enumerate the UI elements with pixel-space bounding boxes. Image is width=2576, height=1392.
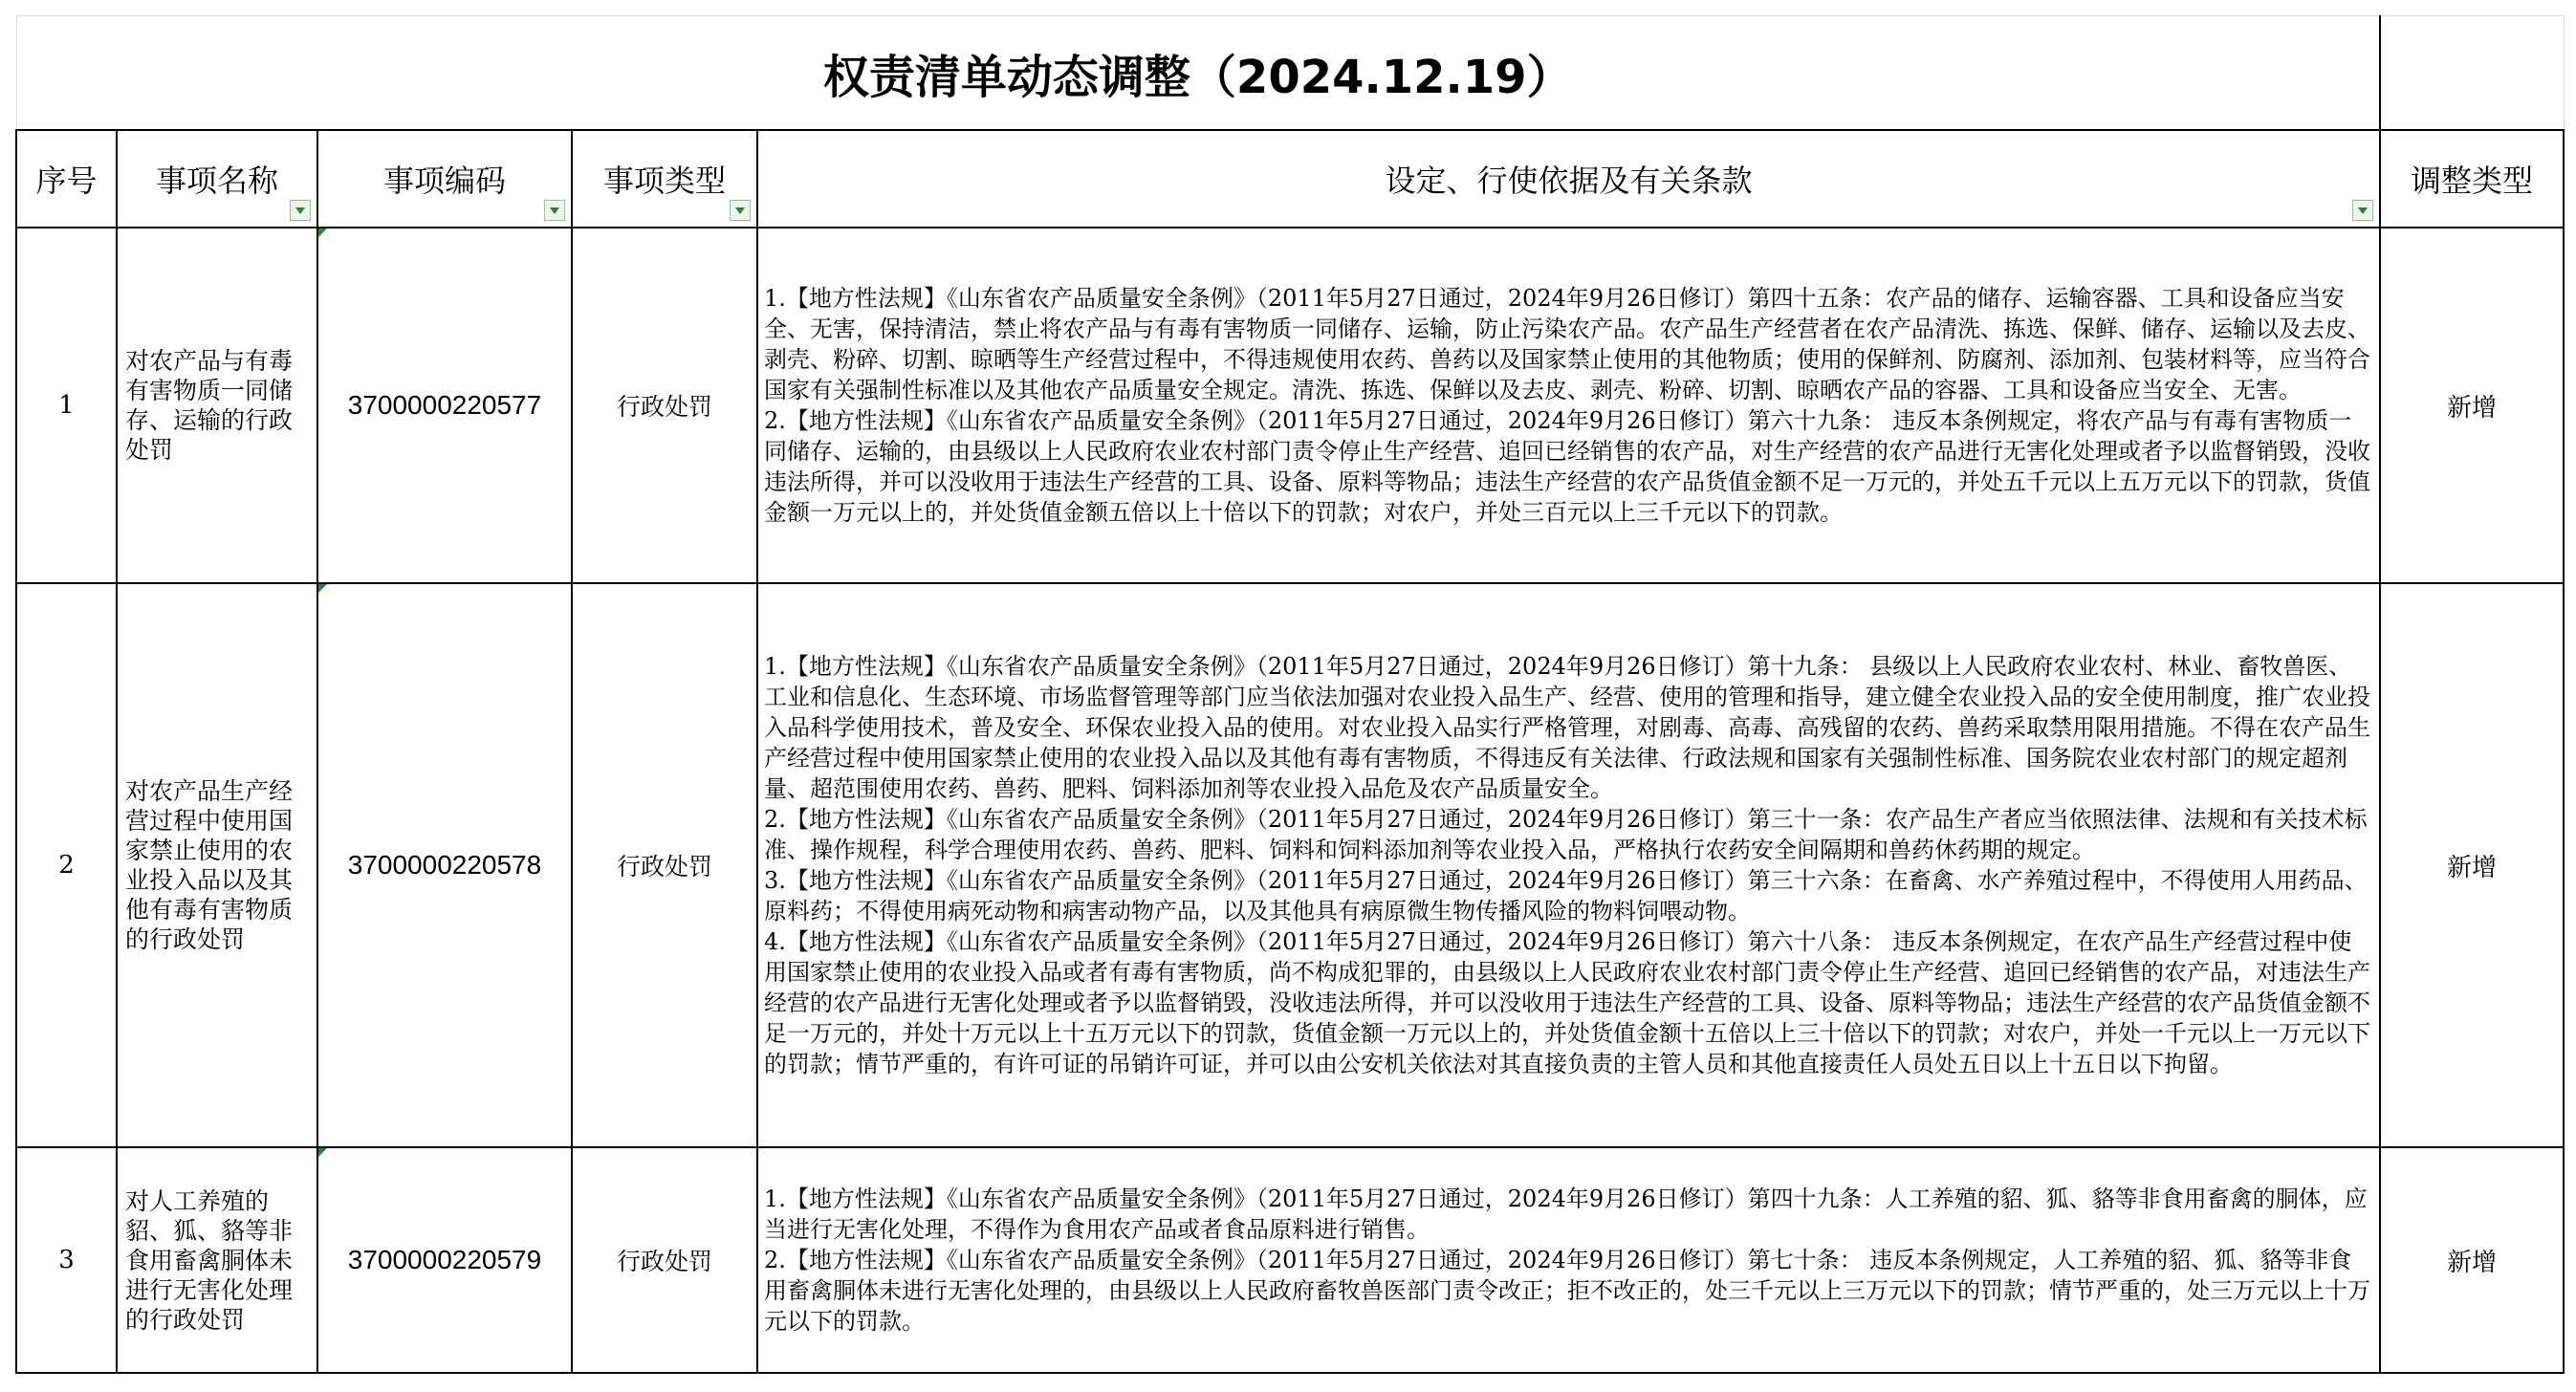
header-seq-label: 序号 <box>35 163 98 199</box>
header-type-label: 事项类型 <box>602 163 726 199</box>
adjust-type-cell[interactable]: 新增 <box>2380 583 2564 1147</box>
basis-clause: 1.【地方性法规】《山东省农产品质量安全条例》（2011年5月27日通过，2024年9月26日修订）第四十九条：人工养殖的貂、狐、貉等非食用畜禽的胴体，应当进行无害化处理，不得作为食用农产品或者食品原料进行销售。 <box>764 1185 2368 1243</box>
spreadsheet <box>15 15 2563 1377</box>
basis-clause: 4.【地方性法规】《山东省农产品质量安全条例》（2011年5月27日通过，2024年9月26日修订）第六十八条： 违反本条例规定，在农产品生产经营过程中使用国家禁止使用的农业投入品或者有毒有害物质，尚不构成犯罪的，由县级以上人民政府农业农村部门责令停止生产经营、追回已经销售的农产品，对违法生产经营的农产品进行无害化处理或者予以监督销毁，没收违法所得，并可以没收用于违法生产经营的工具、设备、原料等物品；违法生产经营的农产品货值金额不足一万元的，并处十万元以上十五万元以下的罚款，货值金额一万元以上的，并处货值金额十五倍以上三十倍以下的罚款；对农户，并处一千元以上一万元以下的罚款；情节严重的，有许可证的吊销许可证，并可以由公安机关依法对其直接负责的主管人员和其他直接责任人员处五日以上十五日以下拘留。 <box>764 928 2370 1077</box>
item-type-cell[interactable]: 行政处罚 <box>572 1147 757 1373</box>
item-name-cell[interactable]: 对人工养殖的貂、狐、貉等非食用畜禽胴体未进行无害化处理的行政处罚 <box>117 1147 317 1373</box>
sheet-title: 权责清单动态调整（2024.12.19） <box>16 16 2380 131</box>
header-adjust[interactable] <box>2380 130 2564 228</box>
text-number-indicator-icon <box>318 584 327 593</box>
adjust-type-cell[interactable]: 新增 <box>2380 228 2564 583</box>
header-row <box>16 130 2564 228</box>
basis-cell[interactable] <box>757 228 2380 583</box>
basis-clause: 2.【地方性法规】《山东省农产品质量安全条例》（2011年5月27日通过，2024年9月26日修订）第七十条： 违反本条例规定，人工养殖的貂、狐、貉等非食用畜禽胴体未进行无害化处理的，由县级以上人民政府畜牧兽医部门责令改正；拒不改正的，处三千元以上三万元以下的罚款；情节严重的，处三万元以上十万元以下的罚款。 <box>764 1247 2370 1335</box>
header-seq[interactable] <box>16 130 117 228</box>
item-name-cell[interactable]: 对农产品与有毒有害物质一同储存、运输的行政处罚 <box>117 228 317 583</box>
filter-dropdown-icon[interactable] <box>290 200 311 221</box>
seq-cell[interactable]: 3 <box>16 1147 117 1373</box>
filter-dropdown-icon[interactable] <box>730 200 751 221</box>
header-basis[interactable] <box>757 130 2380 228</box>
basis-clause: 1.【地方性法规】《山东省农产品质量安全条例》（2011年5月27日通过，2024年9月26日修订）第十九条： 县级以上人民政府农业农村、林业、畜牧兽医、工业和信息化、生态环境、市场监督管理等部门应当依法加强对农业投入品生产、经营、使用的管理和指导，建立健全农业投入品的安全使用制度，推广农业投入品科学使用技术，普及安全、环保农业投入品的使用。对农业投入品实行严格管理，对剧毒、高毒、高残留的农药、兽药采取禁用限用措施。不得在农产品生产经营过程中使用国家禁止使用的农业投入品以及其他有毒有害物质，不得违反有关法律、行政法规和国家有关强制性标准、国务院农业农村部门的规定超剂量、超范围使用农药、兽药、肥料、饲料添加剂等农业投入品危及农产品质量安全。 <box>764 653 2370 802</box>
header-code[interactable] <box>317 130 572 228</box>
basis-cell[interactable] <box>757 583 2380 1147</box>
table-row <box>16 583 2564 1147</box>
seq-cell[interactable]: 1 <box>16 228 117 583</box>
title-empty-cell[interactable] <box>2380 16 2564 131</box>
adjust-type-cell[interactable]: 新增 <box>2380 1147 2564 1373</box>
header-adjust-label: 调整类型 <box>2411 163 2534 199</box>
filter-dropdown-icon[interactable] <box>2352 200 2373 221</box>
seq-cell[interactable]: 2 <box>16 583 117 1147</box>
basis-clause: 2.【地方性法规】《山东省农产品质量安全条例》（2011年5月27日通过，2024年9月26日修订）第三十一条：农产品生产者应当依照法律、法规和有关技术标准、操作规程，科学合理使用农药、兽药、肥料、饲料和饲料添加剂等农业投入品，严格执行农药安全间隔期和兽药休药期的规定。 <box>764 806 2368 863</box>
item-code-text: 3700000220577 <box>347 390 542 420</box>
basis-cell[interactable] <box>757 1147 2380 1373</box>
item-type-cell[interactable]: 行政处罚 <box>572 228 757 583</box>
responsibility-list-table <box>15 15 2565 1374</box>
basis-clause: 3.【地方性法规】《山东省农产品质量安全条例》（2011年5月27日通过，2024年9月26日修订）第三十六条：在畜禽、水产养殖过程中，不得使用人用药品、原料药；不得使用病死动物和病害动物产品，以及其他具有病原微生物传播风险的物料饲喂动物。 <box>764 867 2368 924</box>
item-code-cell[interactable] <box>317 1147 572 1373</box>
text-number-indicator-icon <box>318 228 327 237</box>
item-name-cell[interactable]: 对农产品生产经营过程中使用国家禁止使用的农业投入品以及其他有毒有害物质的行政处罚 <box>117 583 317 1147</box>
item-type-cell[interactable]: 行政处罚 <box>572 583 757 1147</box>
filter-dropdown-icon[interactable] <box>544 200 565 221</box>
item-code-text: 3700000220579 <box>347 1245 542 1274</box>
item-code-text: 3700000220578 <box>347 850 542 880</box>
header-name[interactable] <box>117 130 317 228</box>
table-row <box>16 228 2564 583</box>
header-name-label: 事项名称 <box>155 163 278 199</box>
table-row <box>16 1147 2564 1373</box>
item-code-cell[interactable] <box>317 228 572 583</box>
item-code-cell[interactable] <box>317 583 572 1147</box>
header-code-label: 事项编码 <box>382 163 506 199</box>
header-basis-label: 设定、行使依据及有关条款 <box>1385 163 1753 199</box>
basis-clause: 1.【地方性法规】《山东省农产品质量安全条例》（2011年5月27日通过，2024年9月26日修订）第四十五条：农产品的储存、运输容器、工具和设备应当安全、无害，保持清洁，禁止将农产品与有毒有害物质一同储存、运输，防止污染农产品。农产品生产经营者在农产品清洗、拣选、保鲜、储存、运输以及去皮、剥壳、粉碎、切割、晾晒等生产经营过程中，不得违规使用农药、兽药以及国家禁止使用的其他物质；使用的保鲜剂、防腐剂、添加剂、包装材料等，应当符合国家有关强制性标准以及其他农产品质量安全规定。清洗、拣选、保鲜以及去皮、剥壳、粉碎、切割、晾晒农产品的容器、工具和设备应当安全、无害。 <box>764 285 2370 403</box>
basis-clause: 2.【地方性法规】《山东省农产品质量安全条例》（2011年5月27日通过，2024年9月26日修订）第六十九条： 违反本条例规定，将农产品与有毒有害物质一同储存、运输的，由县级以上人民政府农业农村部门责令停止生产经营、追回已经销售的农产品，对生产经营的农产品进行无害化处理或者予以监督销毁，没收违法所得，并可以没收用于违法生产经营的工具、设备、原料等物品；违法生产经营的农产品货值金额不足一万元的，并处五千元以上五万元以下的罚款，货值金额一万元以上的，并处货值金额五倍以上十倍以下的罚款；对农户，并处三百元以上三千元以下的罚款。 <box>764 407 2370 526</box>
header-type[interactable] <box>572 130 757 228</box>
text-number-indicator-icon <box>318 1148 327 1157</box>
